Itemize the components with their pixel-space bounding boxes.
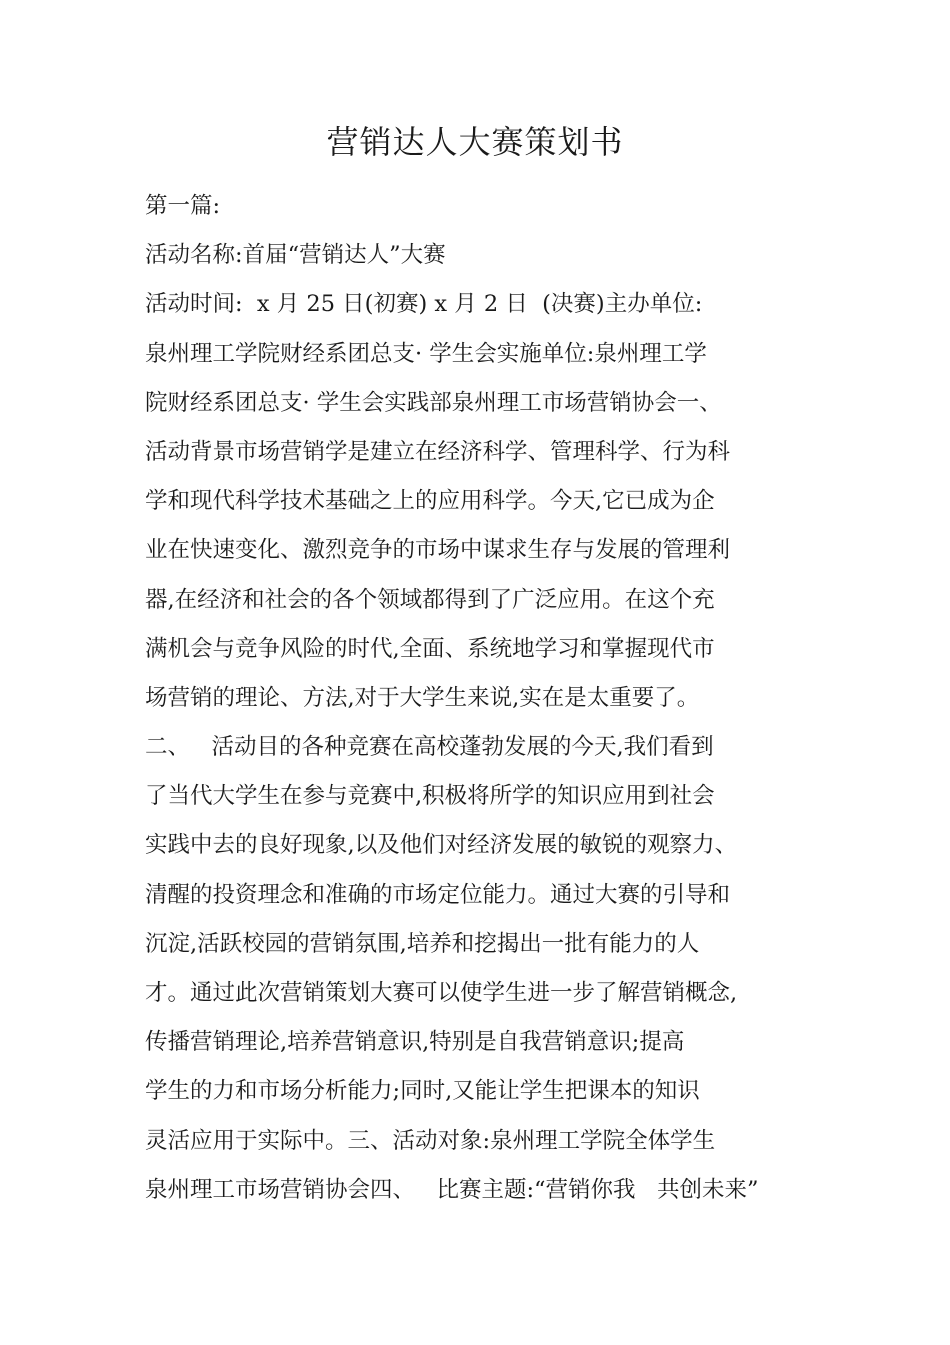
text-line: 清醒的投资理念和准确的市场定位能力。通过大赛的引导和 — [145, 881, 731, 908]
text-line: 才。通过此次营销策划大赛可以使学生进一步了解营销概念, — [145, 980, 738, 1006]
text-line: 学和现代科学技术基础之上的应用科学。今天,它已成为企 — [145, 488, 715, 515]
text-line: 第一篇: — [145, 193, 221, 219]
text-line: 灵活应用于实际中。三、活动对象:泉州理工学院全体学生 — [145, 1127, 716, 1154]
text-line: 沉淀,活跃校园的营销氛围,培养和挖揭出一批有能力的人 — [145, 930, 700, 957]
text-line: 泉州理工学院财经系团总支· 学生会实施单位:泉州理工学 — [145, 340, 707, 367]
document-title: 营销达人大赛策划书 — [326, 123, 624, 161]
document-body — [145, 182, 825, 1215]
text-line: 满机会与竞争风险的时代,全面、系统地学习和掌握现代市 — [145, 635, 715, 662]
text-line: 实践中去的良好现象,以及他们对经济发展的敏锐的观察力、 — [145, 832, 738, 859]
text-line: 二、 活动目的各种竞赛在高校蓬勃发展的今天,我们看到 — [145, 734, 714, 761]
text-line: 器,在经济和社会的各个领域都得到了广泛应用。在这个充 — [145, 586, 715, 613]
text-line: 活动名称:首届“营销达人”大赛 — [145, 242, 446, 269]
text-line: 业在快速变化、激烈竞争的市场中谋求生存与发展的管理利 — [145, 537, 731, 564]
text-line: 传播营销理论,培养营销意识,特别是自我营销意识;提高 — [145, 1029, 685, 1056]
text-line: 活动时间: x 月 25 日(初赛) x 月 2 日 (决赛)主办单位: — [145, 291, 703, 318]
text-line: 了当代大学生在参与竞赛中,积极将所学的知识应用到社会 — [145, 783, 715, 810]
text-line: 泉州理工市场营销协会四、 比赛主题:“营销你我 共创未来” — [145, 1176, 759, 1203]
text-line: 活动背景市场营销学是建立在经济科学、管理科学、行为科 — [145, 438, 731, 465]
text-line: 场营销的理论、方法,对于大学生来说,实在是太重要了。 — [145, 684, 700, 711]
text-line: 院财经系团总支· 学生会实践部泉州理工市场营销协会一、 — [145, 389, 722, 416]
text-line: 学生的力和市场分析能力;同时,又能让学生把课本的知识 — [145, 1078, 700, 1105]
